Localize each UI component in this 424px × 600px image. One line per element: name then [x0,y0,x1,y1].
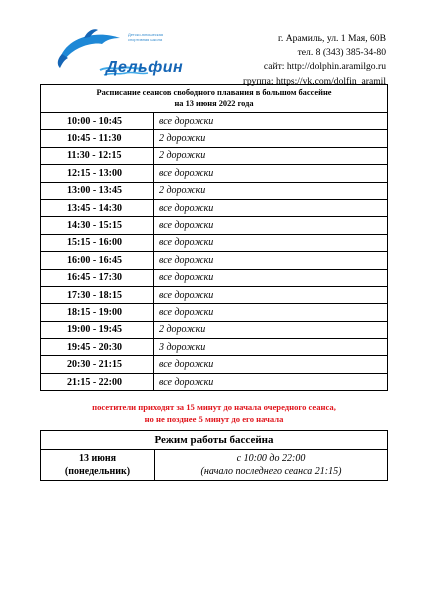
dolphin-logo [54,24,184,80]
session-time: 10:00 - 10:45 [41,113,154,130]
hours-range: с 10:00 до 22:00 [236,453,306,464]
hours-last-session: (начало последнего сеанса 21:15) [200,466,342,477]
schedule-row [41,304,388,321]
schedule-row [41,269,388,286]
session-time: 14:30 - 15:15 [41,217,154,234]
session-time: 21:15 - 22:00 [41,373,154,390]
session-lanes: все дорожки [154,113,388,130]
contacts-block [243,32,386,89]
session-lanes: все дорожки [154,356,388,373]
session-time: 18:15 - 19:00 [41,304,154,321]
session-lanes: все дорожки [154,199,388,216]
phone-line: тел. 8 (343) 385-34-80 [297,47,386,59]
website-line: сайт: http://dolphin.aramilgo.ru [263,61,386,73]
schedule-rows [41,113,388,391]
schedule-row [41,130,388,147]
session-lanes: все дорожки [154,373,388,390]
hours-weekday: (понедельник) [64,466,131,477]
session-lanes: все дорожки [154,304,388,321]
operating-hours-table [40,430,388,481]
session-lanes: все дорожки [154,234,388,251]
session-time: 17:30 - 18:15 [41,286,154,303]
hours-header-row [41,431,388,450]
schedule-row [41,321,388,338]
hours-row [41,450,388,481]
schedule-row [41,182,388,199]
schedule-row [41,339,388,356]
session-time: 19:45 - 20:30 [41,339,154,356]
schedule-table [40,84,388,391]
session-lanes: все дорожки [154,165,388,182]
session-time: 13:45 - 14:30 [41,199,154,216]
hours-day-cell [41,450,155,481]
session-lanes: все дорожки [154,217,388,234]
schedule-row [41,217,388,234]
schedule-header-row [41,85,388,113]
hours-date: 13 июня [78,453,117,464]
session-lanes: 3 дорожки [154,339,388,356]
notice-line2: но не позднее 5 минут до его начала [144,413,284,424]
session-lanes: все дорожки [154,252,388,269]
session-time: 19:00 - 19:45 [41,321,154,338]
session-time: 16:45 - 17:30 [41,269,154,286]
schedule-row [41,113,388,130]
session-time: 20:30 - 21:15 [41,356,154,373]
session-lanes: 2 дорожки [154,321,388,338]
session-lanes: все дорожки [154,286,388,303]
session-time: 13:00 - 13:45 [41,182,154,199]
schedule-row [41,147,388,164]
schedule-row [41,199,388,216]
logo-name: Дельфин [106,59,184,76]
session-time: 15:15 - 16:00 [41,234,154,251]
schedule-row [41,252,388,269]
session-time: 12:15 - 13:00 [41,165,154,182]
schedule-title-line1: Расписание сеансов свободного плавания в большом бассейне [96,88,332,97]
schedule-row [41,165,388,182]
schedule-row [41,234,388,251]
notice-line1: посетители приходят за 15 минут до начала очередного сеанса, [92,402,336,412]
hours-time-cell [155,450,388,481]
schedule-row [41,373,388,390]
schedule-row [41,356,388,373]
schedule-title-line2: на 13 июня 2022 года [174,98,254,108]
social-group-line: группа: https://vk.com/dolfin_aramil [242,75,386,87]
session-time: 10:45 - 11:30 [41,130,154,147]
schedule-title [41,85,388,113]
arrival-notice [40,402,388,425]
session-lanes: 2 дорожки [154,130,388,147]
logo-tagline: Детско-юношеская спортивная школа [128,32,164,42]
schedule-row [41,286,388,303]
address-line: г. Арамиль, ул. 1 Мая, 60В [278,33,386,44]
session-time: 16:00 - 16:45 [41,252,154,269]
session-time: 11:30 - 12:15 [41,147,154,164]
session-lanes: все дорожки [154,269,388,286]
session-lanes: 2 дорожки [154,147,388,164]
session-lanes: 2 дорожки [154,182,388,199]
hours-title: Режим работы бассейна [41,431,388,450]
